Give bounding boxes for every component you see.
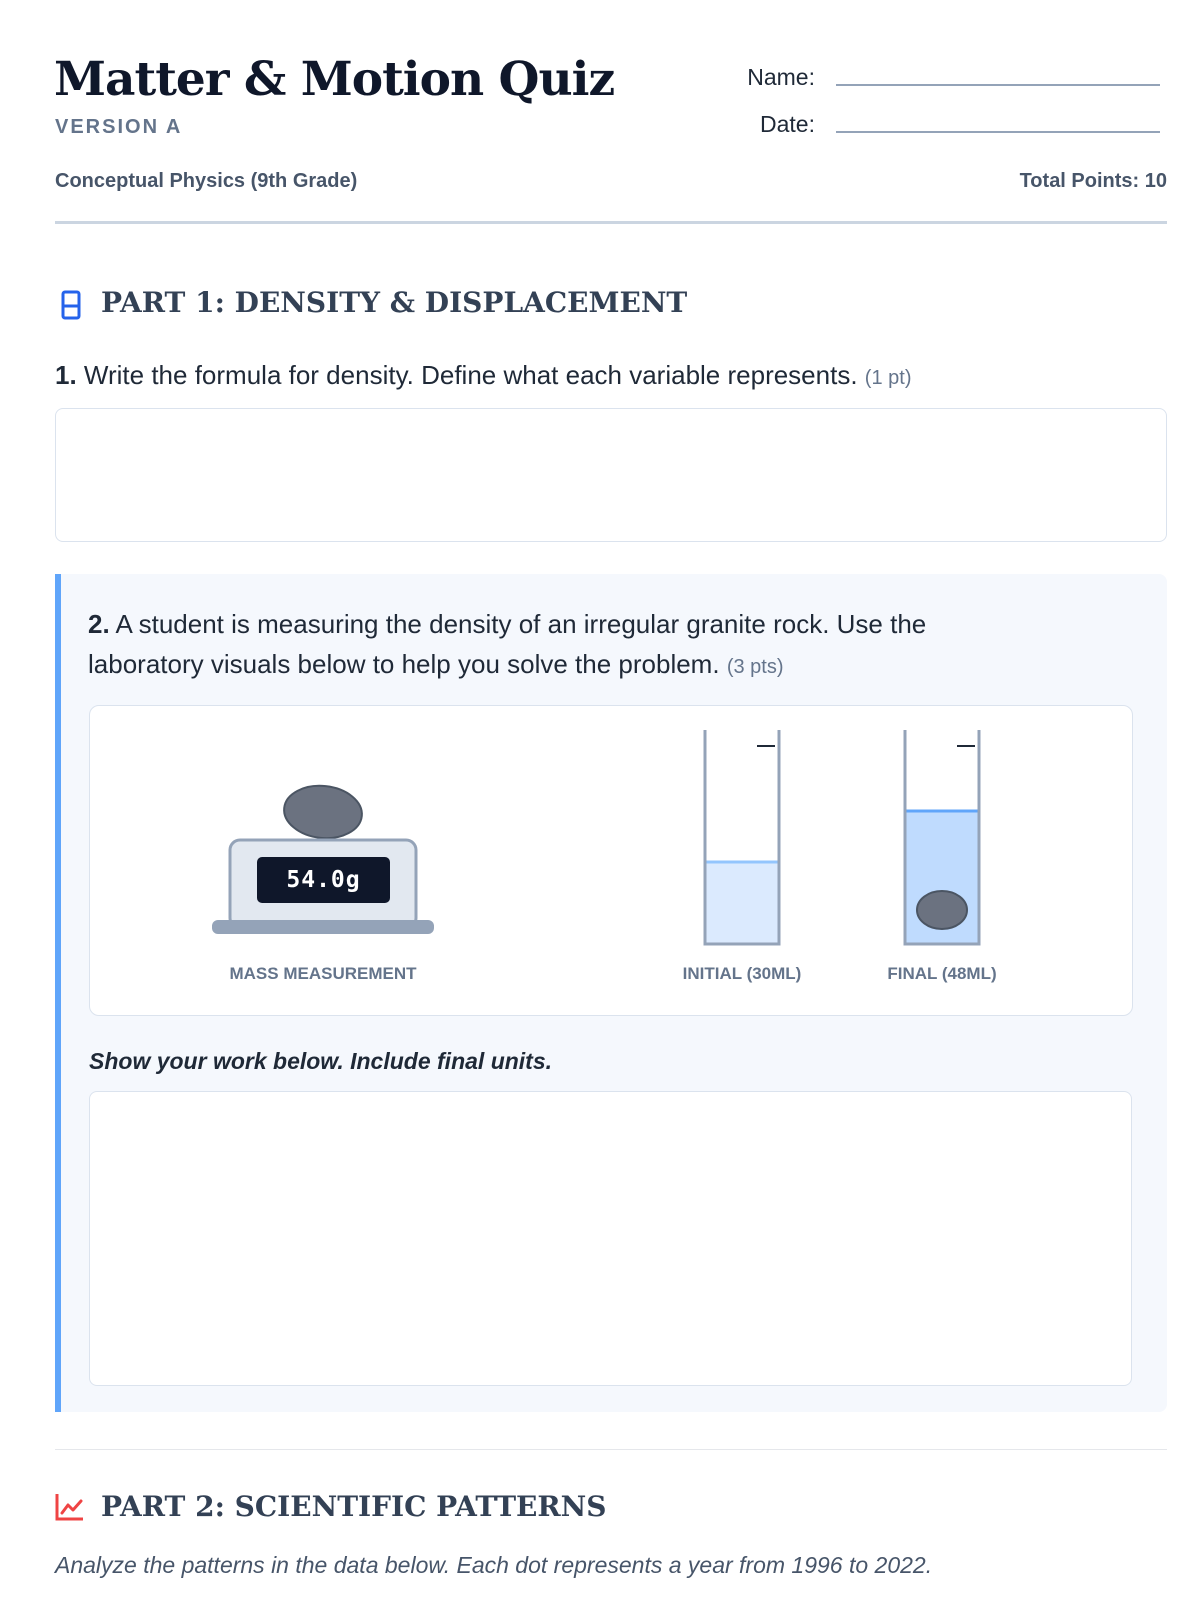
question-1 [55,355,911,398]
header-divider [55,221,1167,224]
question-2-number: 2. [88,609,110,639]
section-divider [55,1449,1167,1450]
question-2-work-box[interactable] [89,1091,1132,1386]
part1-heading: PART 1: DENSITY & DISPLACEMENT [101,286,688,319]
name-field[interactable] [836,84,1160,86]
part2-heading: PART 2: SCIENTIFIC PATTERNS [101,1490,607,1523]
caption-initial: INITIAL (30ML) [682,964,802,983]
beaker-icon [58,290,84,320]
caption-final: FINAL (48ML) [887,964,997,983]
course-name: Conceptual Physics (9th Grade) [55,170,358,192]
initial-cylinder [700,730,784,950]
total-points: Total Points: 10 [1019,170,1167,192]
caption-mass: MASS MEASUREMENT [229,964,417,983]
question-1-text: Write the formula for density. Define what each variable represents. [83,360,858,390]
question-2-text-line2: laboratory visuals below to help you solve the problem. [88,649,720,679]
name-label: Name: [747,64,815,90]
question-1-points: (1 pt) [864,367,912,389]
initial-water [706,862,778,943]
scale-base [212,920,434,934]
part2-intro: Analyze the patterns in the data below. Each dot represents a year from 1996 to 2022. [55,1552,933,1578]
question-1-answer-box[interactable] [55,408,1167,542]
question-2-text-line1: A student is measuring the density of an irregular granite rock. Use the [115,609,927,639]
date-label: Date: [760,111,815,137]
date-field[interactable] [836,131,1160,133]
question-2-points: (3 pts) [726,656,784,678]
final-cylinder [900,730,984,950]
quiz-title: Matter & Motion Quiz [54,52,615,107]
rock-icon [281,782,364,842]
work-instruction: Show your work below. Include final units. [89,1048,553,1074]
question-1-number: 1. [55,360,77,390]
question-2 [88,604,926,687]
version-label: VERSION A [55,116,183,138]
submerged-rock-icon [917,891,967,929]
scale-display: 54.0g [257,857,390,903]
line-chart-icon [55,1492,85,1522]
